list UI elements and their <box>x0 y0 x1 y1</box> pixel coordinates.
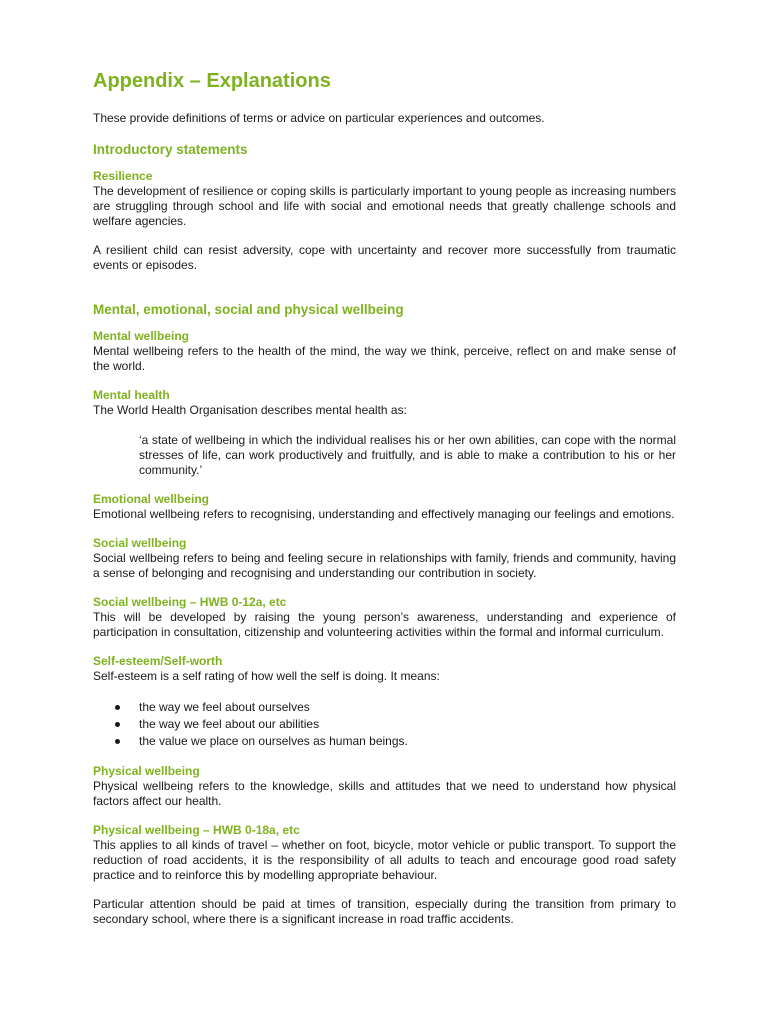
self-esteem-block <box>93 654 676 750</box>
document-content <box>93 68 676 941</box>
resilience-paragraph-2: A resilient child can resist adversity, cope with uncertainty and recover more successfully from traumatic events or episodes. <box>93 243 676 272</box>
physical-wellbeing-text: Physical wellbeing refers to the knowledge, skills and attitudes that we need to understand how physical factors affect our health. <box>93 779 676 808</box>
list-item: the way we feel about ourselves <box>115 699 676 716</box>
section-heading-wellbeing: Mental, emotional, social and physical wellbeing <box>93 302 404 317</box>
subheading-physical-wellbeing-hwb: Physical wellbeing – HWB 0-18a, etc <box>93 823 300 837</box>
resilience-block <box>93 169 676 273</box>
physical-wellbeing-hwb-paragraph-2: Particular attention should be paid at times of transition, especially during the transition from primary to secondary school, where there is a significant increase in road traffic accidents. <box>93 897 676 926</box>
mental-wellbeing-block <box>93 329 676 374</box>
resilience-paragraph-1: The development of resilience or coping skills is particularly important to young people as increasing numbers are struggling through school and life with social and emotional needs that greatly challenge schools and welfare agencies. <box>93 184 676 228</box>
subheading-social-wellbeing-hwb: Social wellbeing – HWB 0-12a, etc <box>93 595 287 609</box>
subheading-mental-wellbeing: Mental wellbeing <box>93 329 190 343</box>
self-esteem-list <box>115 699 676 750</box>
subheading-social-wellbeing: Social wellbeing <box>93 536 187 550</box>
lead-paragraph: These provide definitions of terms or advice on particular experiences and outcomes. <box>93 111 545 125</box>
physical-wellbeing-hwb-block <box>93 823 676 927</box>
subheading-mental-health: Mental health <box>93 388 170 402</box>
mental-health-block <box>93 388 676 478</box>
section-heading-introductory: Introductory statements <box>93 142 248 157</box>
subheading-physical-wellbeing: Physical wellbeing <box>93 764 200 778</box>
mental-wellbeing-text: Mental wellbeing refers to the health of the mind, the way we think, perceive, reflect on and make sense of the world. <box>93 344 676 373</box>
subheading-emotional-wellbeing: Emotional wellbeing <box>93 492 210 506</box>
social-wellbeing-block <box>93 536 676 581</box>
who-quote: ‘a state of wellbeing in which the individual realises his or her own abilities, can cope with the normal stresses of life, can work productively and fruitfully, and is able to make a contribution to his or her community.’ <box>139 433 676 477</box>
list-item: the way we feel about our abilities <box>115 716 676 733</box>
page-title: Appendix – Explanations <box>93 70 331 92</box>
physical-wellbeing-hwb-paragraph-1: This applies to all kinds of travel – whether on foot, bicycle, motor vehicle or public transport. To support the reduction of road accidents, it is the responsibility of all adults to teach and encourage good road safety practice and to reinforce this by modelling appropriate behaviour. <box>93 838 676 882</box>
social-wellbeing-hwb-text: This will be developed by raising the young person’s awareness, understanding and experience of participation in consultation, citizenship and volunteering activities within the formal and informal curriculum. <box>93 610 676 639</box>
list-item: the value we place on ourselves as human beings. <box>115 733 676 750</box>
subheading-self-esteem: Self-esteem/Self-worth <box>93 654 223 668</box>
social-wellbeing-hwb-block <box>93 595 676 640</box>
subheading-resilience: Resilience <box>93 169 153 183</box>
social-wellbeing-text: Social wellbeing refers to being and feeling secure in relationships with family, friends and community, having a sense of belonging and recognising and understanding our contribution in society. <box>93 551 676 580</box>
emotional-wellbeing-text: Emotional wellbeing refers to recognising, understanding and effectively managing our feelings and emotions. <box>93 507 675 521</box>
emotional-wellbeing-block <box>93 492 676 522</box>
self-esteem-text: Self-esteem is a self rating of how well the self is doing. It means: <box>93 669 440 683</box>
mental-health-text: The World Health Organisation describes mental health as: <box>93 403 407 417</box>
physical-wellbeing-block <box>93 764 676 809</box>
